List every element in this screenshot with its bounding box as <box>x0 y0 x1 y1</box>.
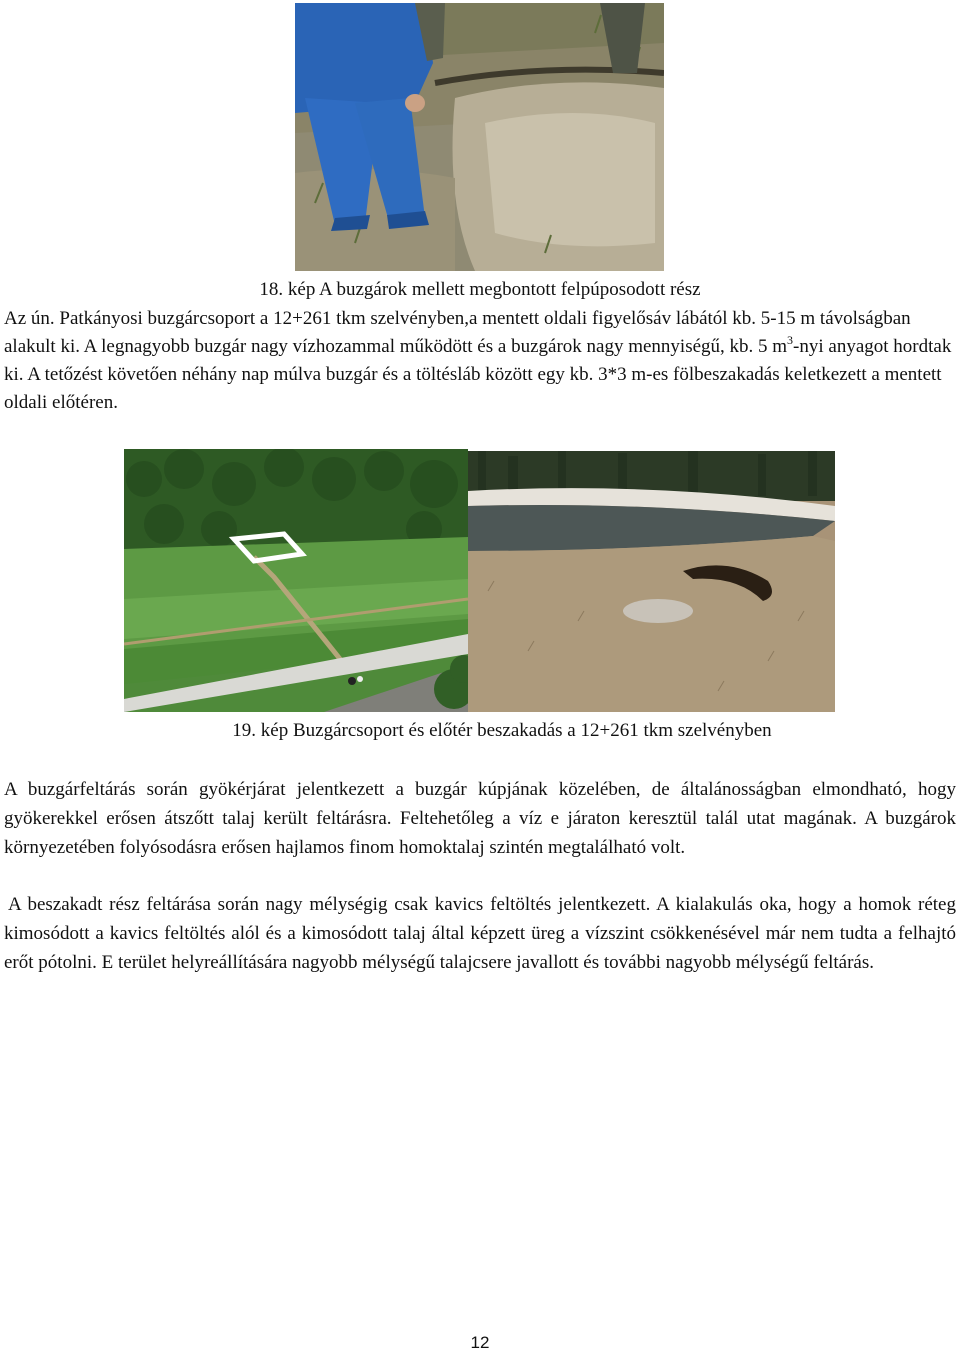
superscript-3: 3 <box>787 333 794 347</box>
paragraph-text-part1: Az ún. Patkányosi buzgárcsoport a 12+261 tkm szelvényben,a mentett oldali figyelősáv lábától kb. 5-15 m távolságban alakult ki. A legnagyobb buzgár nagy vízhozammal működött és a buzgárok nagy mennyiségű, kb. 5 m <box>4 308 911 357</box>
figure-19-caption: 19. kép Buzgárcsoport és előtér beszakadás a 12+261 tkm szelvényben <box>232 720 772 741</box>
figure-18-caption: 18. kép A buzgárok mellett megbontott felpúposodott rész <box>259 279 701 300</box>
paragraph-text-part2: -nyi anyagot hordtak ki. A tetőzést követően néhány nap múlva buzgár és a töltésláb között egy kb. 3*3 m-es fölbeszakadás keletkezett a mentett oldali előtéren. <box>4 336 952 413</box>
page-number: 12 <box>470 1333 490 1352</box>
figure-19-left-photo <box>124 449 468 712</box>
paragraph-beszakadt-resz: A beszakadt rész feltárása során nagy mélységig csak kavics feltöltés jelentkezett. A kialakulás oka, hogy a homok réteg kimosódott a kavics feltöltés alól és a kimosódott talaj által képzett üreg a vízszint csökkenésével már nem tudta a felhajtó erőt pótolni. E terület helyreállítására nagyobb mélységű talajcsere javallott és további nagyobb mélységű feltárás. <box>4 894 956 973</box>
figure-19-right-photo <box>468 451 835 712</box>
paragraph-buzgarfeltaras: A buzgárfeltárás során gyökérjárat jelentkezett a buzgár kúpjának közelében, de általánosságban elmondható, hogy gyökerekkel erősen átszőtt talaj került feltárásra. Feltehetőleg a víz e járaton keresztül talál utat magának. A buzgárok környezetében folyósodásra erősen hajlamos finom homoktalaj szintén megtalálható volt. <box>4 779 956 858</box>
paragraph-buzgarcsoport <box>4 305 956 417</box>
figure-18-photo <box>295 3 664 271</box>
